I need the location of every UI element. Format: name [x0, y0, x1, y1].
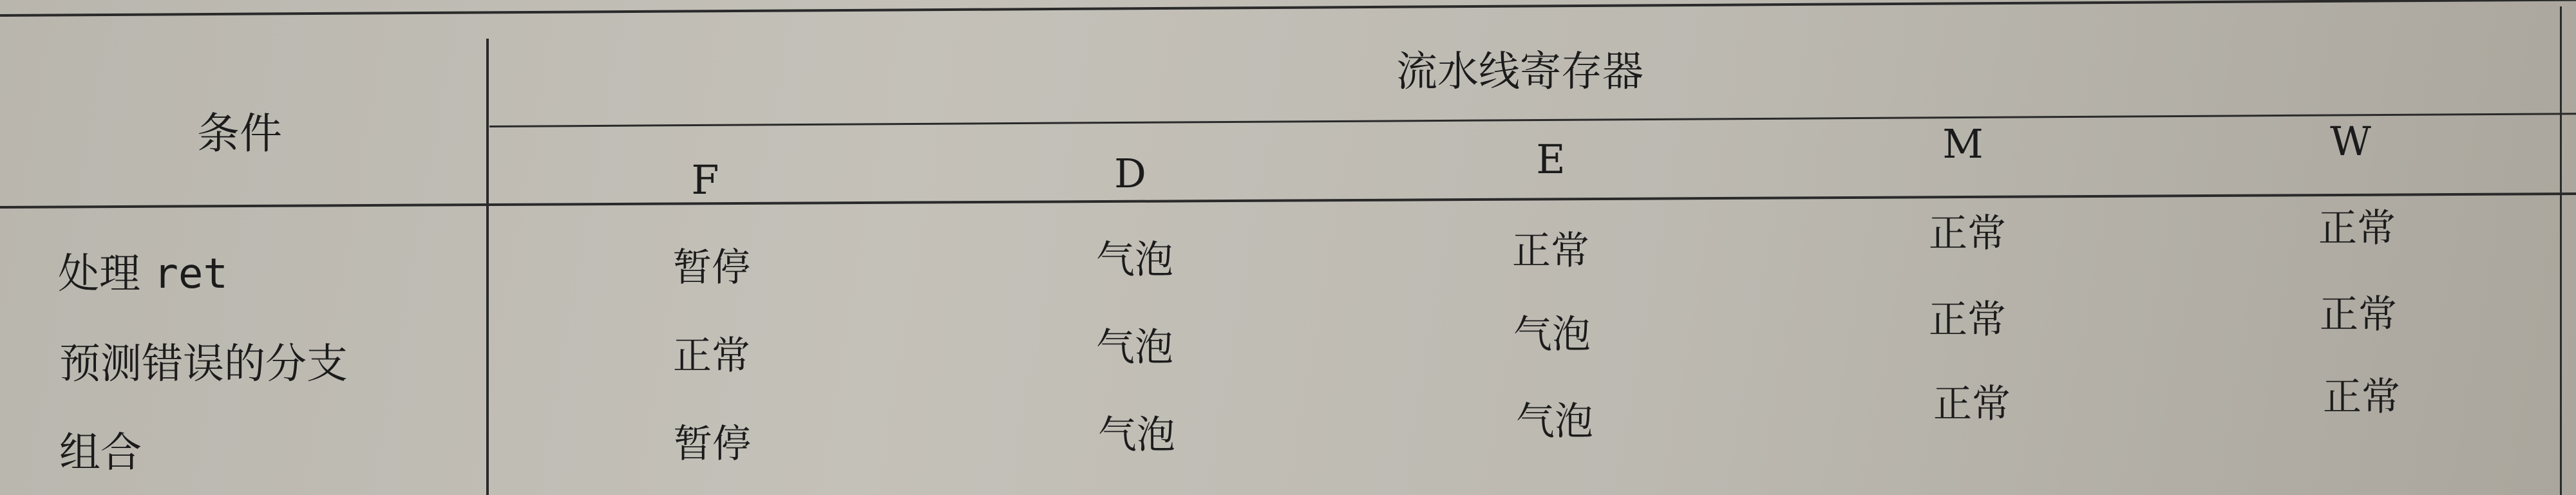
row-combined-w: 正常 [2323, 375, 2400, 420]
column-header-w: W [2330, 118, 2371, 165]
row-mispredict-w: 正常 [2320, 292, 2397, 337]
table-row-condition: 组合 [59, 429, 142, 477]
row-ret-f: 暂停 [673, 245, 750, 290]
table-header-divider [0, 192, 2576, 209]
row-combined-f: 暂停 [674, 422, 751, 467]
row-combined-d: 气泡 [1098, 413, 1175, 458]
row-ret-m: 正常 [1929, 211, 2006, 256]
column-header-f: F [691, 156, 719, 203]
row-mispredict-m: 正常 [1929, 297, 2006, 342]
row-ret-e: 正常 [1512, 229, 1589, 274]
row-combined-m: 正常 [1933, 382, 2011, 427]
table-right-border [2560, 6, 2562, 495]
condition-text: 处理 [58, 250, 140, 298]
column-header-e: E [1536, 136, 1566, 183]
table-row-condition: 预测错误的分支 [59, 341, 348, 388]
row-mispredict-e: 气泡 [1513, 312, 1591, 357]
row-mispredict-d: 气泡 [1096, 325, 1173, 370]
column-header-d: D [1114, 150, 1146, 197]
pipeline-register-group-header: 流水线寄存器 [1396, 48, 1643, 96]
condition-column-header: 条件 [197, 109, 282, 158]
group-header-divider [489, 113, 2576, 127]
row-ret-w: 正常 [2318, 206, 2396, 251]
ret-code: ret [153, 250, 228, 298]
table-row-condition [58, 250, 228, 298]
row-ret-d: 气泡 [1096, 238, 1173, 283]
row-mispredict-f: 正常 [673, 333, 750, 378]
row-combined-e: 气泡 [1516, 399, 1593, 444]
table-top-rule [0, 0, 2576, 17]
column-header-m: M [1942, 120, 1984, 167]
condition-column-divider [486, 39, 489, 495]
